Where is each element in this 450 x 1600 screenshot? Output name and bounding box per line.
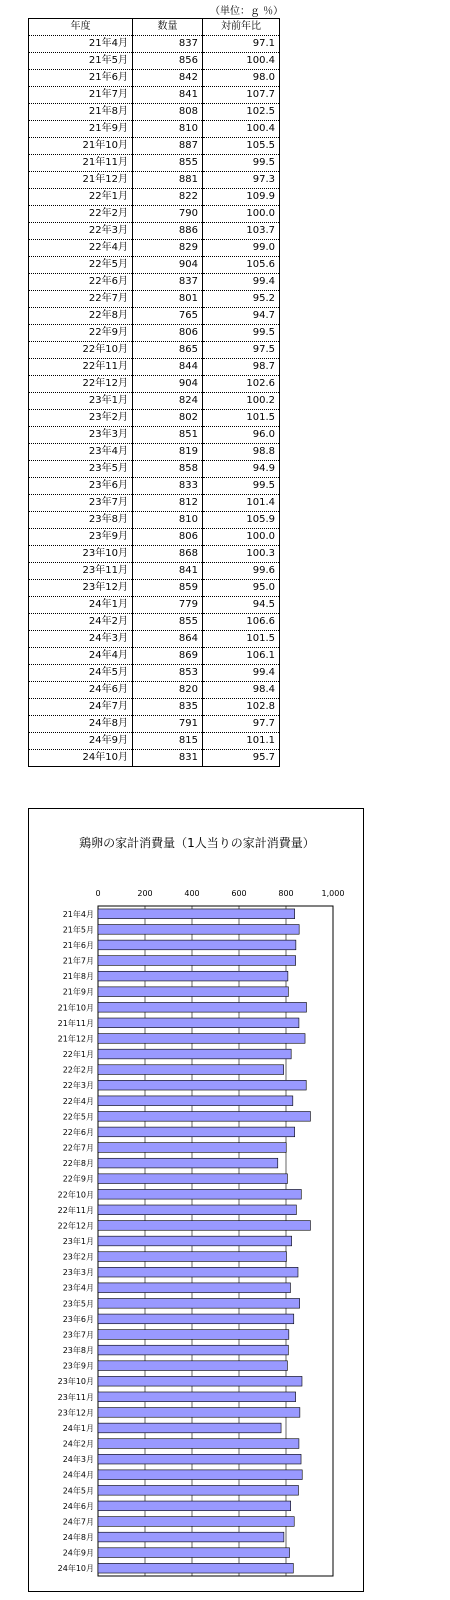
cell-period: 24年10月: [29, 750, 133, 767]
category-label: 24年4月: [62, 1470, 94, 1480]
bar: [98, 1517, 294, 1527]
cell-quantity: 842: [133, 70, 203, 87]
cell-quantity: 806: [133, 325, 203, 342]
cell-period: 24年7月: [29, 699, 133, 716]
category-label: 24年5月: [62, 1486, 94, 1496]
chart-title: 鶏卵の家計消費量（1人当りの家計消費量）: [79, 836, 315, 850]
header-yoy-ratio: 対前年比: [203, 19, 280, 36]
cell-quantity: 812: [133, 495, 203, 512]
table-row: [29, 325, 280, 342]
cell-yoy-ratio: 97.7: [203, 716, 280, 733]
cell-quantity: 801: [133, 291, 203, 308]
category-label: 21年8月: [62, 972, 94, 982]
category-label: 23年6月: [62, 1314, 94, 1324]
cell-period: 24年8月: [29, 716, 133, 733]
category-label: 22年11月: [57, 1205, 94, 1215]
table-row: [29, 631, 280, 648]
category-label: 24年8月: [62, 1533, 94, 1543]
bar: [98, 971, 288, 981]
cell-period: 22年12月: [29, 376, 133, 393]
cell-period: 22年10月: [29, 342, 133, 359]
table-row: [29, 53, 280, 70]
bar: [98, 1002, 306, 1012]
cell-yoy-ratio: 99.5: [203, 325, 280, 342]
cell-yoy-ratio: 101.5: [203, 631, 280, 648]
cell-yoy-ratio: 98.4: [203, 682, 280, 699]
table-row: [29, 291, 280, 308]
bar: [98, 1267, 298, 1277]
table-row: [29, 206, 280, 223]
cell-quantity: 831: [133, 750, 203, 767]
x-tick-label: 1,000: [321, 889, 345, 898]
category-label: 21年10月: [57, 1003, 94, 1013]
bar: [98, 925, 299, 935]
category-label: 23年11月: [57, 1392, 94, 1402]
bar: [98, 1034, 305, 1044]
cell-quantity: 837: [133, 274, 203, 291]
cell-yoy-ratio: 96.0: [203, 427, 280, 444]
cell-yoy-ratio: 94.9: [203, 461, 280, 478]
cell-yoy-ratio: 107.7: [203, 87, 280, 104]
cell-yoy-ratio: 95.0: [203, 580, 280, 597]
cell-period: 21年4月: [29, 36, 133, 53]
bar: [98, 1376, 302, 1386]
bar: [98, 1532, 284, 1542]
cell-yoy-ratio: 100.0: [203, 529, 280, 546]
category-label: 22年8月: [62, 1159, 94, 1169]
cell-quantity: 904: [133, 257, 203, 274]
bar: [98, 1221, 310, 1231]
category-label: 21年6月: [62, 940, 94, 950]
bar: [98, 1236, 292, 1246]
cell-quantity: 841: [133, 87, 203, 104]
table-row: [29, 682, 280, 699]
category-label: 22年3月: [62, 1081, 94, 1091]
category-label: 24年6月: [62, 1501, 94, 1511]
bar: [98, 909, 295, 919]
table-row: [29, 155, 280, 172]
table-row: [29, 563, 280, 580]
chart-area: [28, 808, 364, 1592]
cell-quantity: 841: [133, 563, 203, 580]
cell-quantity: 810: [133, 121, 203, 138]
bar: [98, 1205, 296, 1215]
cell-quantity: 833: [133, 478, 203, 495]
table-row: [29, 257, 280, 274]
bar-chart: [29, 809, 363, 1591]
category-label: 23年10月: [57, 1377, 94, 1387]
table-row: [29, 614, 280, 631]
table-row: [29, 342, 280, 359]
category-label: 24年1月: [62, 1423, 94, 1433]
cell-quantity: 853: [133, 665, 203, 682]
table-row: [29, 665, 280, 682]
cell-quantity: 851: [133, 427, 203, 444]
cell-period: 22年9月: [29, 325, 133, 342]
category-label: 23年1月: [62, 1237, 94, 1246]
cell-quantity: 791: [133, 716, 203, 733]
cell-quantity: 904: [133, 376, 203, 393]
x-tick-label: 0: [95, 889, 101, 898]
cell-period: 23年4月: [29, 444, 133, 461]
cell-yoy-ratio: 100.0: [203, 206, 280, 223]
cell-yoy-ratio: 97.5: [203, 342, 280, 359]
header-quantity: 数量: [133, 19, 203, 36]
bar: [98, 1283, 290, 1293]
cell-quantity: 822: [133, 189, 203, 206]
cell-quantity: 858: [133, 461, 203, 478]
cell-yoy-ratio: 100.3: [203, 546, 280, 563]
cell-yoy-ratio: 105.5: [203, 138, 280, 155]
bar: [98, 1548, 290, 1558]
bar: [98, 1423, 281, 1433]
table-row: [29, 478, 280, 495]
cell-quantity: 765: [133, 308, 203, 325]
cell-period: 24年4月: [29, 648, 133, 665]
cell-period: 23年7月: [29, 495, 133, 512]
cell-period: 23年5月: [29, 461, 133, 478]
table-row: [29, 580, 280, 597]
category-label: 21年7月: [62, 956, 94, 966]
cell-quantity: 779: [133, 597, 203, 614]
category-label: 23年3月: [62, 1268, 94, 1278]
cell-quantity: 868: [133, 546, 203, 563]
cell-period: 23年10月: [29, 546, 133, 563]
cell-yoy-ratio: 97.3: [203, 172, 280, 189]
bar: [98, 1361, 287, 1371]
cell-period: 23年2月: [29, 410, 133, 427]
table-row: [29, 70, 280, 87]
category-label: 24年9月: [62, 1548, 94, 1558]
cell-period: 22年3月: [29, 223, 133, 240]
cell-yoy-ratio: 103.7: [203, 223, 280, 240]
bar: [98, 1345, 288, 1355]
cell-period: 22年4月: [29, 240, 133, 257]
cell-quantity: 864: [133, 631, 203, 648]
x-tick-label: 600: [231, 889, 247, 898]
cell-period: 22年5月: [29, 257, 133, 274]
cell-quantity: 887: [133, 138, 203, 155]
bar: [98, 1112, 310, 1122]
category-label: 22年5月: [62, 1112, 94, 1122]
cell-yoy-ratio: 99.4: [203, 274, 280, 291]
bar: [98, 1501, 291, 1511]
table-row: [29, 376, 280, 393]
cell-quantity: 790: [133, 206, 203, 223]
category-label: 22年1月: [62, 1050, 94, 1060]
category-label: 22年12月: [57, 1221, 94, 1231]
bar: [98, 1174, 287, 1184]
category-label: 24年2月: [62, 1439, 94, 1449]
cell-period: 23年8月: [29, 512, 133, 529]
category-label: 22年2月: [62, 1065, 94, 1075]
bar: [98, 1330, 289, 1340]
bar: [98, 987, 288, 997]
cell-quantity: 844: [133, 359, 203, 376]
bar: [98, 1096, 293, 1106]
category-label: 21年9月: [62, 987, 94, 997]
cell-yoy-ratio: 94.5: [203, 597, 280, 614]
cell-yoy-ratio: 95.7: [203, 750, 280, 767]
cell-period: 23年1月: [29, 393, 133, 410]
table-row: [29, 36, 280, 53]
cell-period: 24年5月: [29, 665, 133, 682]
table-row: [29, 104, 280, 121]
table-row: [29, 733, 280, 750]
cell-period: 22年2月: [29, 206, 133, 223]
cell-period: 22年1月: [29, 189, 133, 206]
bar: [98, 1080, 306, 1090]
table-body: [29, 36, 280, 767]
cell-yoy-ratio: 98.7: [203, 359, 280, 376]
cell-period: 23年9月: [29, 529, 133, 546]
cell-quantity: 829: [133, 240, 203, 257]
cell-period: 24年6月: [29, 682, 133, 699]
bar: [98, 1127, 295, 1137]
cell-quantity: 815: [133, 733, 203, 750]
category-label: 22年9月: [62, 1174, 94, 1184]
cell-quantity: 810: [133, 512, 203, 529]
cell-period: 22年7月: [29, 291, 133, 308]
category-label: 24年3月: [62, 1455, 94, 1465]
category-label: 23年7月: [62, 1330, 94, 1340]
cell-quantity: 886: [133, 223, 203, 240]
cell-period: 24年3月: [29, 631, 133, 648]
category-label: 21年12月: [57, 1034, 94, 1044]
cell-period: 21年5月: [29, 53, 133, 70]
bar: [98, 1158, 278, 1168]
cell-period: 23年11月: [29, 563, 133, 580]
bar: [98, 1439, 299, 1449]
table-row: [29, 308, 280, 325]
table-row: [29, 121, 280, 138]
cell-period: 22年8月: [29, 308, 133, 325]
cell-yoy-ratio: 99.5: [203, 155, 280, 172]
cell-quantity: 859: [133, 580, 203, 597]
category-label: 23年5月: [62, 1299, 94, 1309]
cell-period: 24年2月: [29, 614, 133, 631]
bar: [98, 1049, 291, 1059]
bar: [98, 1065, 284, 1075]
category-label: 21年4月: [62, 909, 94, 919]
cell-yoy-ratio: 101.1: [203, 733, 280, 750]
x-tick-label: 200: [137, 889, 153, 898]
bar: [98, 1563, 293, 1573]
bar: [98, 1408, 300, 1418]
cell-period: 21年11月: [29, 155, 133, 172]
cell-quantity: 808: [133, 104, 203, 121]
cell-yoy-ratio: 100.4: [203, 121, 280, 138]
table-row: [29, 172, 280, 189]
cell-period: 24年9月: [29, 733, 133, 750]
table-row: [29, 546, 280, 563]
table-row: [29, 716, 280, 733]
bar: [98, 940, 296, 950]
category-label: 22年10月: [57, 1190, 94, 1200]
cell-period: 21年12月: [29, 172, 133, 189]
table-row: [29, 359, 280, 376]
table-row: [29, 648, 280, 665]
category-label: 23年9月: [62, 1361, 94, 1371]
table-row: [29, 597, 280, 614]
table-row: [29, 444, 280, 461]
cell-yoy-ratio: 101.5: [203, 410, 280, 427]
cell-quantity: 855: [133, 614, 203, 631]
header-period: 年度: [29, 19, 133, 36]
cell-quantity: 806: [133, 529, 203, 546]
cell-quantity: 802: [133, 410, 203, 427]
x-tick-label: 400: [184, 889, 200, 898]
cell-yoy-ratio: 94.7: [203, 308, 280, 325]
table-row: [29, 240, 280, 257]
bar: [98, 1189, 301, 1199]
cell-yoy-ratio: 105.9: [203, 512, 280, 529]
cell-yoy-ratio: 102.8: [203, 699, 280, 716]
bar: [98, 1470, 302, 1480]
table-row: [29, 750, 280, 767]
cell-yoy-ratio: 105.6: [203, 257, 280, 274]
cell-quantity: 837: [133, 36, 203, 53]
category-label: 24年10月: [57, 1564, 94, 1574]
table-row: [29, 410, 280, 427]
cell-yoy-ratio: 106.6: [203, 614, 280, 631]
table-row: [29, 189, 280, 206]
cell-period: 23年12月: [29, 580, 133, 597]
cell-period: 21年10月: [29, 138, 133, 155]
bar: [98, 1252, 286, 1262]
category-label: 21年11月: [57, 1018, 94, 1028]
cell-yoy-ratio: 106.1: [203, 648, 280, 665]
cell-yoy-ratio: 100.4: [203, 53, 280, 70]
category-label: 21年5月: [62, 925, 94, 935]
category-label: 23年2月: [62, 1252, 94, 1262]
cell-yoy-ratio: 97.1: [203, 36, 280, 53]
bar: [98, 956, 296, 966]
cell-yoy-ratio: 109.9: [203, 189, 280, 206]
table-row: [29, 274, 280, 291]
table-row: [29, 427, 280, 444]
cell-yoy-ratio: 99.0: [203, 240, 280, 257]
bar: [98, 1314, 294, 1324]
table-row: [29, 87, 280, 104]
bar: [98, 1143, 286, 1153]
cell-period: 21年9月: [29, 121, 133, 138]
consumption-table: [28, 18, 280, 767]
bar: [98, 1485, 298, 1495]
cell-yoy-ratio: 99.4: [203, 665, 280, 682]
cell-yoy-ratio: 102.5: [203, 104, 280, 121]
table-row: [29, 393, 280, 410]
category-label: 24年7月: [62, 1517, 94, 1527]
table-row: [29, 529, 280, 546]
cell-quantity: 820: [133, 682, 203, 699]
category-label: 22年7月: [62, 1143, 94, 1153]
table-header-row: [29, 19, 280, 36]
unit-label: （単位：ｇ ％）: [210, 6, 284, 17]
cell-period: 21年7月: [29, 87, 133, 104]
cell-quantity: 824: [133, 393, 203, 410]
cell-period: 21年6月: [29, 70, 133, 87]
cell-quantity: 855: [133, 155, 203, 172]
category-label: 23年12月: [57, 1408, 94, 1418]
bar: [98, 1392, 296, 1402]
cell-yoy-ratio: 99.5: [203, 478, 280, 495]
cell-yoy-ratio: 101.4: [203, 495, 280, 512]
cell-yoy-ratio: 98.8: [203, 444, 280, 461]
category-label: 22年6月: [62, 1127, 94, 1137]
table-row: [29, 138, 280, 155]
cell-yoy-ratio: 98.0: [203, 70, 280, 87]
category-label: 23年8月: [62, 1346, 94, 1356]
category-label: 22年4月: [62, 1096, 94, 1106]
cell-period: 23年6月: [29, 478, 133, 495]
table-row: [29, 512, 280, 529]
cell-yoy-ratio: 99.6: [203, 563, 280, 580]
cell-quantity: 865: [133, 342, 203, 359]
table-row: [29, 495, 280, 512]
bar: [98, 1018, 299, 1028]
cell-period: 22年6月: [29, 274, 133, 291]
category-label: 23年4月: [62, 1283, 94, 1293]
table-row: [29, 461, 280, 478]
cell-period: 22年11月: [29, 359, 133, 376]
cell-quantity: 835: [133, 699, 203, 716]
cell-quantity: 819: [133, 444, 203, 461]
cell-period: 24年1月: [29, 597, 133, 614]
cell-period: 21年8月: [29, 104, 133, 121]
bar: [98, 1454, 301, 1464]
cell-quantity: 869: [133, 648, 203, 665]
x-tick-label: 800: [278, 889, 294, 898]
cell-period: 23年3月: [29, 427, 133, 444]
cell-yoy-ratio: 95.2: [203, 291, 280, 308]
bar: [98, 1298, 300, 1308]
cell-yoy-ratio: 102.6: [203, 376, 280, 393]
table-row: [29, 223, 280, 240]
cell-quantity: 856: [133, 53, 203, 70]
cell-quantity: 881: [133, 172, 203, 189]
table-row: [29, 699, 280, 716]
cell-yoy-ratio: 100.2: [203, 393, 280, 410]
